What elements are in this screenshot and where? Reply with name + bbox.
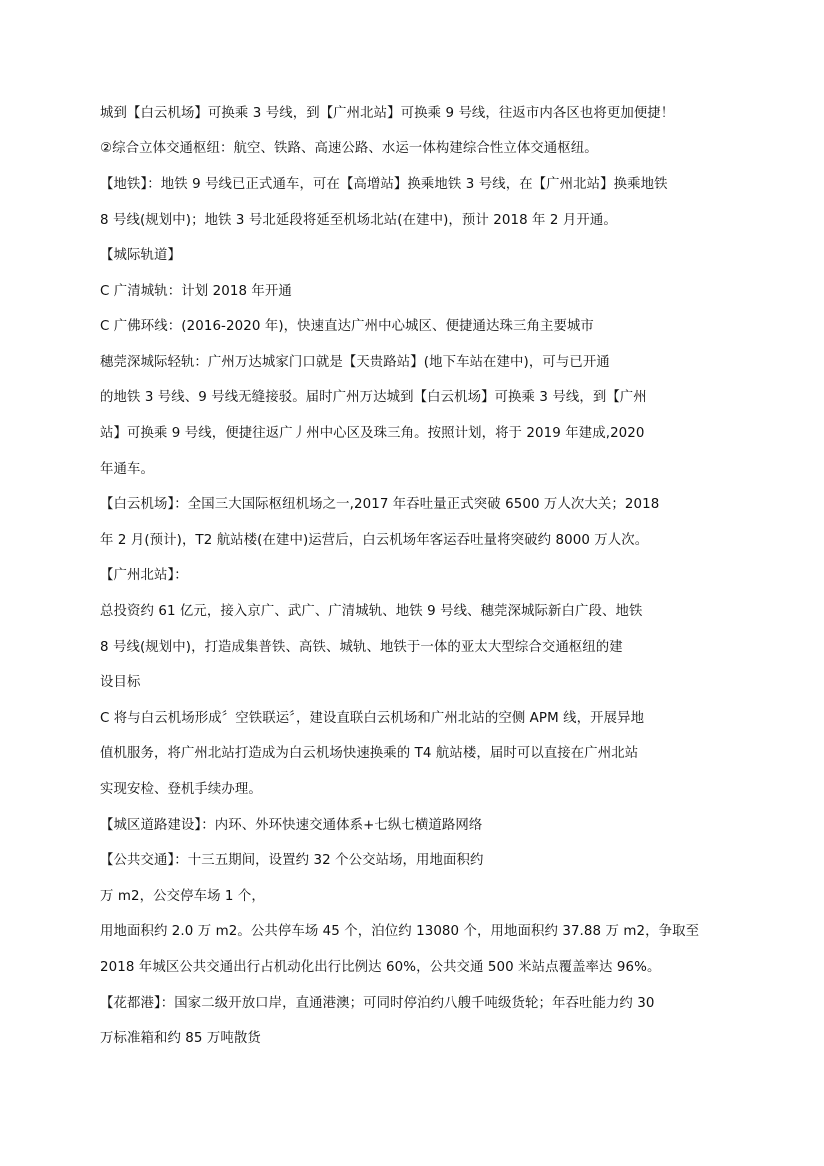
text-line: 穗莞深城际轻轨：广州万达城家门口就是【天贵路站】(地下车站在建中)，可与已开通 [100,355,610,370]
text-line: 年 2 月(预计)，T2 航站楼(在建中)运营后，白云机场年客运吞吐量将突破约 8000 万人次。 [100,533,649,548]
text-line: 用地面积约 2.0 万 m2。公共停车场 45 个，泊位约 13080 个，用地面积约 37.88 万 m2，争取至 [100,924,700,939]
text-line: 设目标 [100,675,141,690]
text-line: ②综合立体交通枢纽：航空、铁路、高速公路、水运一体构建综合性立体交通枢纽。 [100,141,598,156]
text-line: 【花都港】：国家二级开放口岸，直通港澳；可同时停泊约八艘千吨级货轮；年吞吐能力约 30 [100,996,655,1011]
text-line: 【地铁】：地铁 9 号线已正式通车，可在【高增站】换乘地铁 3 号线，在【广州北站】换乘地铁 [100,177,668,192]
text-line: 实现安检、登机手续办理。 [100,782,262,797]
text-line: 值机服务，将广州北站打造成为白云机场快速换乘的 T4 航站楼，届时可以直接在广州北站 [100,746,639,761]
text-line: 万标准箱和约 85 万吨散货 [100,1031,261,1046]
text-line: 总投资约 61 亿元，接入京广、武广、广清城轨、地铁 9 号线、穗莞深城际新白广段、地铁 [100,604,643,619]
text-line: 8 号线(规划中)，打造成集普铁、高铁、城轨、地铁于一体的亚太大型综合交通枢纽的建 [100,640,623,655]
text-line: 【白云机场】：全国三大国际枢纽机场之一,2017 年吞吐量正式突破 6500 万人次大关；2018 [100,497,660,512]
text-line: 的地铁 3 号线、9 号线无缝接驳。届时广州万达城到【白云机场】可换乘 3 号线，到【广州 [100,390,647,405]
text-line: 【公共交通】：十三五期间，设置约 32 个公交站场，用地面积约 [100,853,484,868]
text-line: 城到【白云机场】可换乘 3 号线，到【广州北站】可换乘 9 号线，往返市内各区也将更加便捷！ [100,106,675,121]
text-line: 2018 年城区公共交通出行占机动化出行比例达 60%，公共交通 500 米站点覆盖率达 96%。 [100,960,661,975]
text-line: C 广佛环线：(2016-2020 年)，快速直达广州中心城区、便捷通达珠三角主要城市 [100,319,594,334]
text-line: 站】可换乘 9 号线，便捷往返广丿州中心区及珠三角。按照计划，将于 2019 年建成,2020 [100,426,645,441]
text-line: 8 号线(规划中)；地铁 3 号北延段将延至机场北站(在建中)，预计 2018 年 2 月开通。 [100,213,617,228]
text-line: 年通车。 [100,462,154,477]
section-heading: 【广州北站】： [100,568,188,583]
text-line: C 广清城轨：计划 2018 年开通 [100,284,292,299]
text-line: C 将与白云机场形成〞空铁联运〞，建设直联白云机场和广州北站的空侧 APM 线，开展异地 [100,711,645,726]
section-heading: 【城际轨道】 [100,248,181,263]
text-line: 万 m2，公交停车场 1 个， [100,889,265,904]
text-line: 【城区道路建设】：内环、外环快速交通体系+七纵七横道路网络 [100,818,483,833]
